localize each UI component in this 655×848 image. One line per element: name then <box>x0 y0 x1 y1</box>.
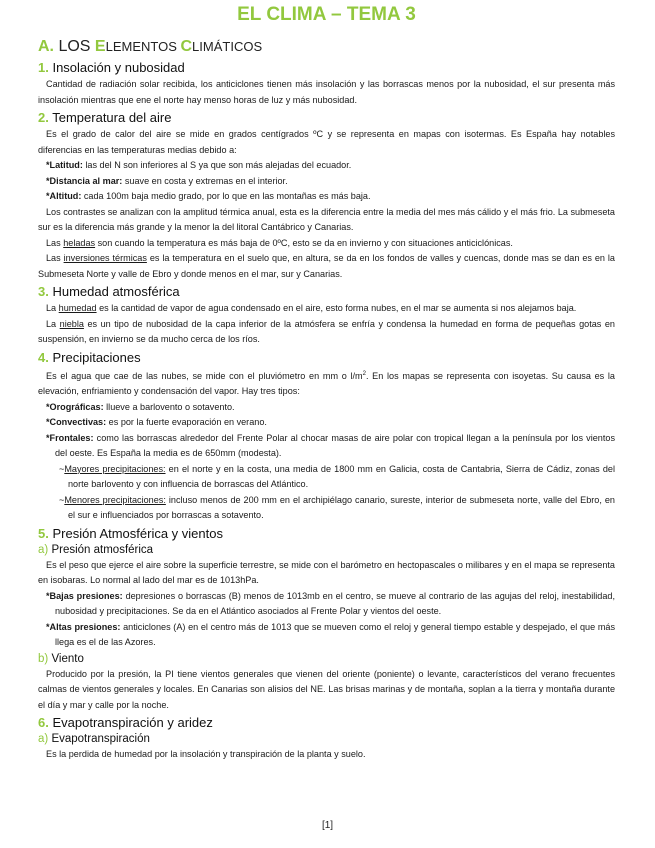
section-6-heading: 6. Evapotranspiración y aridez <box>38 715 213 731</box>
section-2-paragraph-4: Las inversiones térmicas es la temperatura en el suelo que, en altura, se da en los fondos de valles y cuencas, donde mas se dan es en la Submeseta Norte y valle de Ebro y donde menos en el mar, sur y Canarias. <box>38 253 615 279</box>
section-1-heading: 1. Insolación y nubosidad <box>38 60 185 75</box>
section-5b-paragraph: Producido por la presión, la PI tiene vientos generales que vienen del oriente (poniente) o levante, característicos del verano frecuentes calmas de vientos generales y locales. En Canarias son alisios del NE. Las brisas marinas y de montaña, soplan a la tierra y montaña durante el día y mar y calle por la noche. <box>38 668 615 710</box>
list-item: *Orográficas: llueve a barlovento o sotavento. <box>46 401 235 412</box>
section-5-heading: 5. Presión Atmosférica y vientos <box>38 525 223 541</box>
section-1-paragraph: Cantidad de radiación solar recibida, los anticiclones tienen más insolación y las borrascas menos por la nubosidad, el sur presenta más insolación mientras que ene el norte hay menso horas de luz y más nubosidad. <box>38 79 615 105</box>
section-3-paragraph-1: La humedad es la cantidad de vapor de agua condensado en el aire, esto forma nubes, en el mar se aumenta si nos alejamos baja. <box>46 303 577 313</box>
section-5a-heading: a) Presión atmosférica <box>38 543 154 556</box>
list-item: *Convectivas: es por la fuerte evaporación en verano. <box>46 417 267 428</box>
section-4-paragraph-1: Es el agua que cae de las nubes, se mide con el pluviómetro en mm o $l/m^2$. En los mapas se representa con isoyetas. Su causa es la elevación, enfriamiento y condensación del vapor. Hay tres tipos: <box>38 370 615 397</box>
list-item: *Bajas presiones: depresiones o borrascas (B) menos de 1013mb en el centro, se mueve al contrario de las agujas del reloj, inestabilidad, nubosidad y precipitaciones. Se da en el Atlántico asociados al Frente Polar y vientos del oeste. <box>46 590 615 617</box>
section-5b-heading: b) Viento <box>38 652 84 665</box>
section-6a-heading: a) Evapotranspiración <box>38 733 150 746</box>
section-2-paragraph-1: Es el grado de calor del aire se mide en grados centígrados ºC y se representa en mapas con isotermas. Es España hay notables diferencias en las temperaturas medias debido a: <box>38 129 615 155</box>
list-item: *Altitud: cada 100m baja medio grado, por lo que en las montañas es más baja. <box>46 191 371 201</box>
section-4-heading: 4. Precipitaciones <box>38 349 141 365</box>
document-title: EL CLIMA – TEMA 3 <box>237 4 416 25</box>
list-item: *Altas presiones: anticiclones (A) en el centro más de 1013 que se mueven como el reloj y general tiempo estable y despejado, el que más llega es el de las Azores. <box>46 621 615 648</box>
list-item: *Frontales: como las borrascas alrededor del Frente Polar al chocar masas de aire polar con tropical llegan a la península por los vientos del oeste. Es España la media es de 650mm (modesta). <box>46 432 615 459</box>
page-number: [1] <box>321 820 334 831</box>
sub-list-item: ~Menores precipitaciones: incluso menos de 200 mm en el archipiélago canario, sureste, interior de submeseta norte, valle del Ebro, en el sur e influenciados por borrascas a sotavento. <box>59 494 615 521</box>
section-6a-paragraph: Es la perdida de humedad por la insolación y transpiración de la planta y suelo. <box>46 749 366 760</box>
section-3-heading: 3. Humedad atmosférica <box>38 284 180 299</box>
section-a-heading <box>38 36 615 58</box>
section-a-title: LOS ELEMENTOS CLIMÁTICOS <box>58 38 263 55</box>
section-2-paragraph-2: Los contrastes se analizan con la amplitud térmica anual, esta es la diferencia entre la media del mes más cálido y el más frio. La submeseta sur es la diferencia más grande y la menor la del litoral Cantábrico y Canarias. <box>38 206 615 232</box>
list-item: *Distancia al mar: suave en costa y extremas en el interior. <box>46 175 288 186</box>
section-2-heading: 2. Temperatura del aire <box>38 110 172 125</box>
list-item: *Latitud: las del N son inferiores al S ya que son más alejadas del ecuador. <box>46 160 352 170</box>
section-a-letter: A. <box>38 38 54 55</box>
section-5a-paragraph: Es el peso que ejerce el aire sobre la superficie terrestre, se mide con el barómetro en hectopascales o milibares y en el mapa se representa en isobaras. Lo normal al lado del mar es de 1013hPa. <box>38 559 615 586</box>
section-3-paragraph-2: La niebla es un tipo de nubosidad de la capa inferior de la atmósfera se enfría y condensa la humedad en forma de pequeñas gotas en suspensión, en invierno se da mucho cerca de los ríos. <box>38 318 615 344</box>
sub-list-item: ~Mayores precipitaciones: en el norte y en la costa, una media de 1800 mm en Galicia, costa de Cantabria, Sierra de Cádiz, zonas del norte barlovento y con influencia de borrascas del Atlántico. <box>59 463 615 490</box>
section-2-paragraph-3: Las heladas son cuando la temperatura es más baja de 0ºC, esto se da en invierno y con situaciones anticiclónicas. <box>46 237 513 248</box>
